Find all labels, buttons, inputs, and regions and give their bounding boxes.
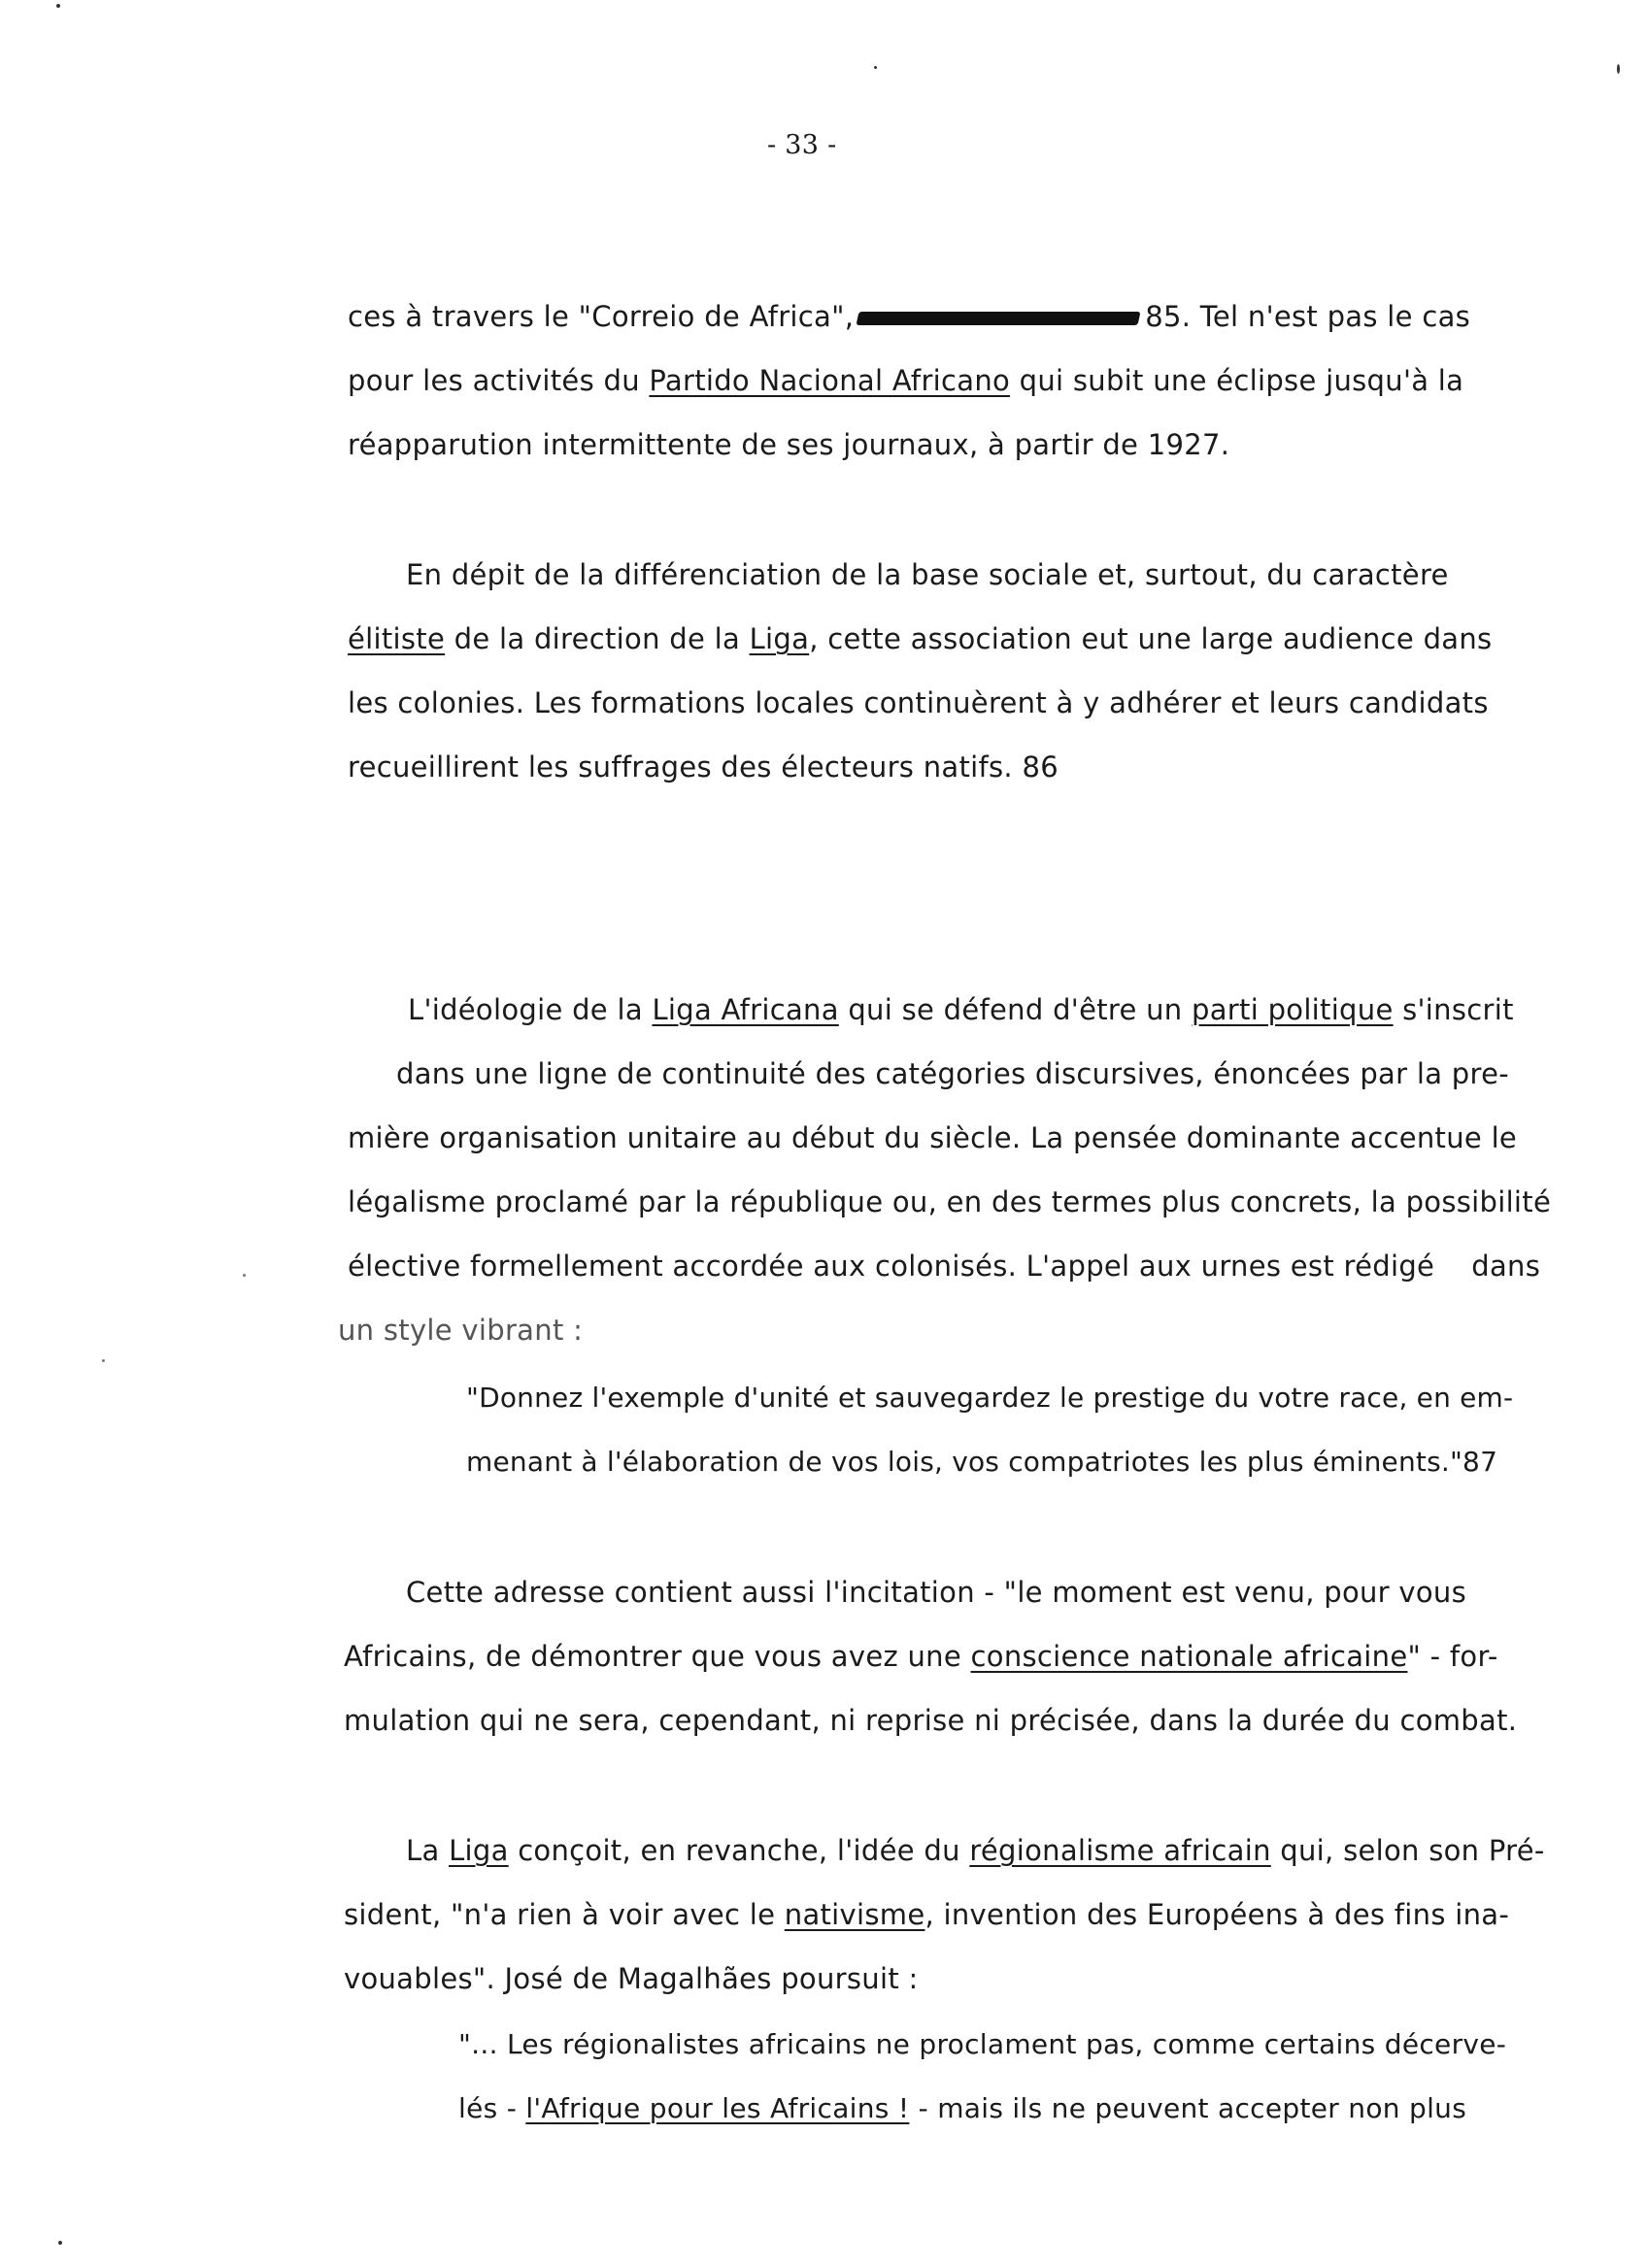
- paragraph-4-line-3: mulation qui ne sera, cependant, ni reprise ni précisée, dans la durée du combat.: [344, 1704, 1518, 1737]
- paragraph-1-line-3: réapparution intermittente de ses journaux, à partir de 1927.: [348, 428, 1230, 461]
- text-segment: sident, "n'a rien à voir avec le: [344, 1898, 776, 1931]
- scan-speck: [243, 1274, 246, 1277]
- redaction-mark: [857, 312, 1141, 325]
- paragraph-2-line-2: [348, 621, 1492, 656]
- underlined-term: élitiste: [348, 622, 446, 655]
- text-segment: L'idéologie de la: [408, 993, 643, 1026]
- paragraph-2-line-1: En dépit de la différenciation de la base sociale et, surtout, du caractère: [406, 558, 1449, 591]
- text-segment: qui subit une éclipse jusqu'à la: [1019, 364, 1464, 397]
- underlined-term: conscience nationale africaine: [970, 1640, 1408, 1673]
- paragraph-5-line-2: [344, 1897, 1509, 1932]
- paragraph-1-line-2: [348, 363, 1463, 398]
- paragraph-4-line-2: [344, 1639, 1498, 1674]
- quote-1-line-2: menant à l'élaboration de vos lois, vos compatriotes les plus éminents."87: [466, 1446, 1498, 1478]
- text-segment: 85. Tel n'est pas le cas: [1145, 300, 1471, 333]
- scan-speck: [1617, 64, 1620, 74]
- underlined-term: nativisme: [784, 1898, 925, 1931]
- page-number: - 33 -: [767, 130, 837, 160]
- paragraph-3-line-2: dans une ligne de continuité des catégories discursives, énoncées par la pre-: [396, 1057, 1509, 1090]
- text-segment: qui se défend d'être un: [848, 993, 1183, 1026]
- scan-speck: [58, 2241, 62, 2245]
- text-segment: conçoit, en revanche, l'idée du: [518, 1834, 960, 1867]
- text-segment: pour les activités du: [348, 364, 640, 397]
- scan-speck: [56, 4, 60, 8]
- paragraph-4-line-1: Cette adresse contient aussi l'incitation - "le moment est venu, pour vous: [406, 1576, 1466, 1609]
- paragraph-3-line-5: élective formellement accordée aux colonisés. L'appel aux urnes est rédigé dans: [348, 1250, 1541, 1283]
- paragraph-3-line-3: mière organisation unitaire au début du siècle. La pensée dominante accentue le: [348, 1121, 1518, 1154]
- paragraph-5-line-3: vouables". José de Magalhães poursuit :: [344, 1962, 919, 1995]
- underlined-term: Liga: [749, 622, 810, 655]
- text-segment: , cette association eut une large audience dans: [809, 622, 1493, 655]
- scan-speck: [874, 66, 877, 69]
- text-segment: " - for-: [1407, 1640, 1498, 1673]
- underlined-term: régionalisme africain: [969, 1834, 1271, 1867]
- text-segment: s'inscrit: [1402, 993, 1514, 1026]
- section-heading: [291, 879, 310, 914]
- text-segment: lés -: [458, 2092, 518, 2124]
- scan-speck: [102, 1359, 105, 1362]
- text-segment: - mais ils ne peuvent accepter non plus: [918, 2092, 1467, 2124]
- underlined-term: Partido Nacional Africano: [649, 364, 1011, 397]
- text-segment: ces à travers le "Correio de Africa",: [348, 300, 855, 333]
- paragraph-3-line-4: légalisme proclamé par la république ou, en des termes plus concrets, la possibilité: [348, 1185, 1552, 1218]
- text-segment: Africains, de démontrer que vous avez une: [344, 1640, 961, 1673]
- quote-2-line-2: [458, 2091, 1466, 2126]
- paragraph-5-line-1: [406, 1833, 1545, 1868]
- paragraph-2-line-4: recueillirent les suffrages des électeurs natifs. 86: [348, 750, 1059, 784]
- underlined-term: Liga: [449, 1834, 509, 1867]
- text-segment: de la direction de la: [454, 622, 741, 655]
- underlined-term: parti politique: [1192, 993, 1394, 1026]
- text-segment: qui, selon son Pré-: [1280, 1834, 1545, 1867]
- paragraph-3-line-6: un style vibrant :: [338, 1314, 584, 1347]
- text-segment: La: [406, 1834, 440, 1867]
- quote-2-line-1: "... Les régionalistes africains ne proclament pas, comme certains décerve-: [458, 2028, 1507, 2060]
- text-segment: , invention des Européens à des fins ina-: [924, 1898, 1510, 1931]
- paragraph-2-line-3: les colonies. Les formations locales continuèrent à y adhérer et leurs candidats: [348, 686, 1489, 719]
- underlined-term: Liga Africana: [652, 993, 839, 1026]
- underlined-term: l'Afrique pour les Africains !: [525, 2092, 910, 2124]
- quote-1-line-1: "Donnez l'exemple d'unité et sauvegardez le prestige du votre race, en em-: [466, 1382, 1514, 1414]
- paragraph-1-line-1: [348, 299, 1470, 334]
- paragraph-3-line-1: [408, 992, 1514, 1027]
